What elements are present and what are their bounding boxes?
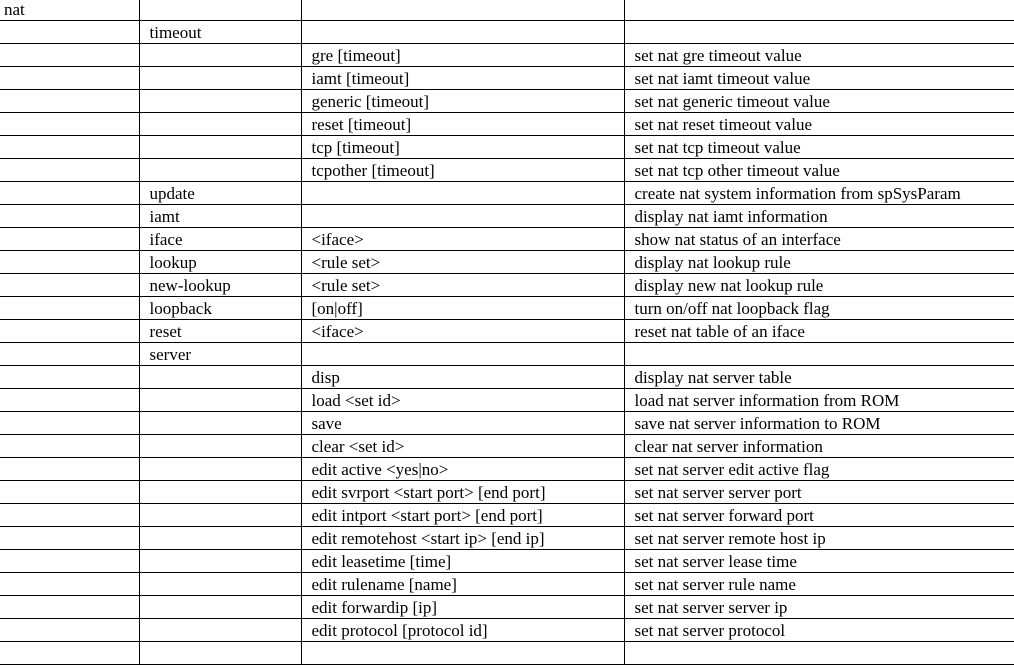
cell-command [0,481,139,504]
cell-subcommand [139,0,301,21]
cell-arguments: <iface> [301,320,624,343]
table-row [0,550,1014,573]
cell-command [0,550,139,573]
cell-command [0,67,139,90]
cell-subcommand: iface [139,228,301,251]
cell-subcommand: update [139,182,301,205]
cell-command [0,205,139,228]
cell-subcommand [139,573,301,596]
cell-subcommand: server [139,343,301,366]
cell-subcommand [139,44,301,67]
cell-description: display new nat lookup rule [624,274,1014,297]
table-row [0,366,1014,389]
cell-description: set nat reset timeout value [624,113,1014,136]
cell-arguments: generic [timeout] [301,90,624,113]
cell-command [0,435,139,458]
cell-description: set nat tcp other timeout value [624,159,1014,182]
cell-arguments: edit leasetime [time] [301,550,624,573]
cell-description: turn on/off nat loopback flag [624,297,1014,320]
cell-arguments: edit svrport <start port> [end port] [301,481,624,504]
cell-description: save nat server information to ROM [624,412,1014,435]
table-row [0,44,1014,67]
cell-command [0,458,139,481]
cell-description: set nat server rule name [624,573,1014,596]
table-row [0,504,1014,527]
cell-command [0,573,139,596]
table-row [0,113,1014,136]
table-row [0,251,1014,274]
cell-subcommand: timeout [139,21,301,44]
table-row [0,67,1014,90]
cell-description: reset nat table of an iface [624,320,1014,343]
table-row [0,0,1014,21]
table-row [0,596,1014,619]
table-row [0,297,1014,320]
table-row [0,619,1014,642]
table-row [0,182,1014,205]
table-row [0,527,1014,550]
cell-arguments [301,182,624,205]
cell-description: create nat system information from spSysParam [624,182,1014,205]
table-row [0,389,1014,412]
cell-arguments: edit active <yes|no> [301,458,624,481]
cell-arguments: load <set id> [301,389,624,412]
cell-arguments: edit forwardip [ip] [301,596,624,619]
cell-arguments: edit intport <start port> [end port] [301,504,624,527]
cell-arguments: tcp [timeout] [301,136,624,159]
cell-description: clear nat server information [624,435,1014,458]
cell-description: set nat server lease time [624,550,1014,573]
cell-command [0,320,139,343]
cell-arguments [301,21,624,44]
cell-command [0,274,139,297]
cell-subcommand: lookup [139,251,301,274]
table-row [0,136,1014,159]
table-row [0,159,1014,182]
cell-arguments: iamt [timeout] [301,67,624,90]
cell-description: set nat generic timeout value [624,90,1014,113]
cell-command [0,113,139,136]
cell-subcommand [139,550,301,573]
cell-description [624,642,1014,665]
cell-subcommand [139,412,301,435]
cell-description: set nat gre timeout value [624,44,1014,67]
cell-arguments: disp [301,366,624,389]
cell-command [0,297,139,320]
table-row [0,21,1014,44]
cell-description: display nat lookup rule [624,251,1014,274]
cell-subcommand [139,67,301,90]
table-row [0,320,1014,343]
cell-command [0,366,139,389]
cell-subcommand [139,458,301,481]
cell-arguments: gre [timeout] [301,44,624,67]
cell-description: display nat server table [624,366,1014,389]
cell-subcommand: new-lookup [139,274,301,297]
table-row [0,573,1014,596]
cell-arguments: edit rulename [name] [301,573,624,596]
cell-command [0,504,139,527]
cell-command: nat [0,0,139,21]
table-row [0,90,1014,113]
cell-arguments: <rule set> [301,274,624,297]
cell-description: set nat server server ip [624,596,1014,619]
cell-subcommand [139,642,301,665]
cell-command [0,136,139,159]
cell-subcommand [139,527,301,550]
cell-description: set nat server protocol [624,619,1014,642]
cell-command [0,642,139,665]
cell-command [0,596,139,619]
cell-arguments: save [301,412,624,435]
cell-arguments: reset [timeout] [301,113,624,136]
cell-command [0,527,139,550]
table-row [0,481,1014,504]
cell-description: show nat status of an interface [624,228,1014,251]
cell-arguments: edit protocol [protocol id] [301,619,624,642]
cell-command [0,21,139,44]
cell-description: set nat server forward port [624,504,1014,527]
cell-command [0,90,139,113]
cell-command [0,412,139,435]
cell-subcommand [139,366,301,389]
cell-arguments [301,343,624,366]
cell-subcommand [139,619,301,642]
cell-subcommand: iamt [139,205,301,228]
cell-subcommand [139,113,301,136]
cell-description: set nat tcp timeout value [624,136,1014,159]
cell-subcommand [139,504,301,527]
table-row [0,412,1014,435]
cell-subcommand [139,596,301,619]
cell-subcommand [139,159,301,182]
cell-description: display nat iamt information [624,205,1014,228]
cell-arguments [301,0,624,21]
table-row [0,343,1014,366]
cell-subcommand [139,136,301,159]
cell-subcommand [139,435,301,458]
table-row [0,205,1014,228]
cell-subcommand [139,389,301,412]
cell-command [0,343,139,366]
cell-arguments: edit remotehost <start ip> [end ip] [301,527,624,550]
cell-subcommand [139,90,301,113]
cell-subcommand: reset [139,320,301,343]
table-row [0,458,1014,481]
cell-description: set nat server server port [624,481,1014,504]
cell-arguments: <iface> [301,228,624,251]
cell-command [0,619,139,642]
cell-command [0,251,139,274]
cell-subcommand: loopback [139,297,301,320]
cell-command [0,159,139,182]
cell-description: set nat server remote host ip [624,527,1014,550]
table-row [0,642,1014,665]
cell-arguments: <rule set> [301,251,624,274]
cell-command [0,44,139,67]
cell-description [624,0,1014,21]
table-row [0,435,1014,458]
cell-description [624,21,1014,44]
cell-arguments: clear <set id> [301,435,624,458]
cell-subcommand [139,481,301,504]
cell-description: set nat iamt timeout value [624,67,1014,90]
cell-command [0,228,139,251]
cell-description [624,343,1014,366]
cell-arguments [301,205,624,228]
table-row [0,228,1014,251]
cell-arguments: tcpother [timeout] [301,159,624,182]
cell-command [0,182,139,205]
cell-arguments: [on|off] [301,297,624,320]
cell-arguments [301,642,624,665]
table-row [0,274,1014,297]
cell-description: load nat server information from ROM [624,389,1014,412]
cell-description: set nat server edit active flag [624,458,1014,481]
cell-command [0,389,139,412]
